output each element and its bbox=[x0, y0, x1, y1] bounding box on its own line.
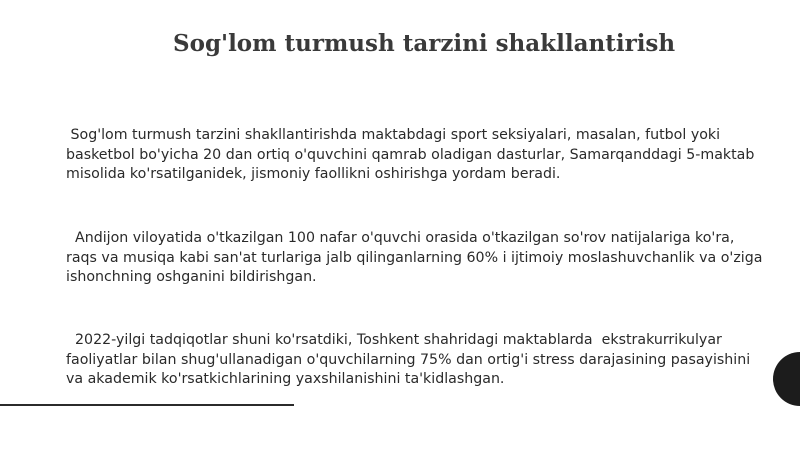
decorative-circle bbox=[773, 352, 800, 406]
decorative-divider-line bbox=[0, 404, 294, 406]
paragraph-sport-sections: Sog'lom turmush tarzini shakllantirishda maktabdagi sport seksiyalari, masalan, futbol yoki basketbol bo'yicha 20 dan ortiq o'quvchini qamrab oladigan dasturlar, Samarqanddagi 5-maktab misolida ko'rsatilganidek, jismoniy faollikni oshirishga yordam beradi. bbox=[66, 127, 759, 182]
paragraph-andijon-survey: Andijon viloyatida o'tkazilgan 100 nafar o'quvchi orasida o'tkazilgan so'rov natijalariga ko'ra, raqs va musiqa kabi san'at turlariga jalb qilinganlarning 60% i ijtimoiy moslashuvchanlik va o'ziga ishonchning oshganini bildirishgan. bbox=[66, 230, 767, 285]
slide-title: Sog'lom turmush tarzini shakllantirish bbox=[173, 30, 676, 57]
paragraph-tashkent-research: 2022-yilgi tadqiqotlar shuni ko'rsatdiki, Toshkent shahridagi maktablarda ekstrakurrikulyar faoliyatlar bilan shug'ullanadigan o'quvchilarning 75% dan ortig'i stress darajasining pasayishini va akademik ko'rsatkichlarining yaxshilanishini ta'kidlashgan. bbox=[66, 332, 755, 387]
